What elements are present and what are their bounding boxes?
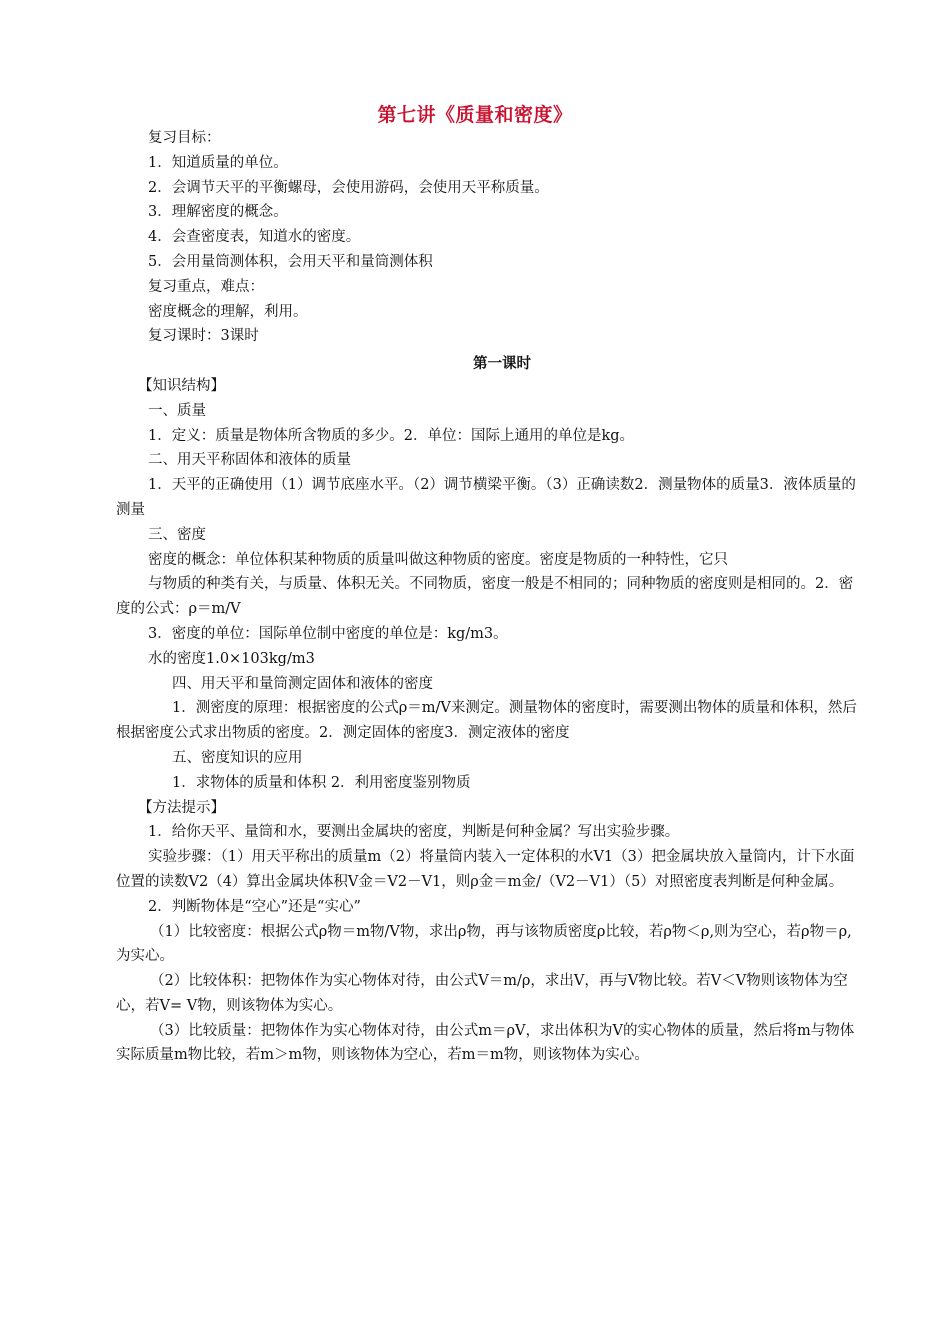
section-text: 与物质的种类有关，与质量、体积无关。不同物质，密度一般是不相同的；同种物质的密度则是相同的。2．密度的公式：ρ＝m/V (116, 576, 854, 618)
section-text: 1．定义：质量是物体所含物质的多少。2．单位：国际上通用的单位是kg。 (148, 427, 635, 444)
method-answer: （1）比较密度：根据公式ρ物＝m物/V物，求出ρ物，再与该物质密度ρ比较，若ρ物＜ρ,则为空心，若ρ物＝ρ,为实心。 (116, 923, 852, 965)
section-text: 3．密度的单位：国际单位制中密度的单位是：kg/m3。 (148, 625, 508, 642)
section-heading: 四、用天平和量筒测定固体和液体的密度 (172, 675, 433, 692)
method-question: 2．判断物体是“空心”还是“实心” (148, 898, 361, 915)
page-title: 第七讲《质量和密度》 (377, 104, 573, 126)
document-body (116, 126, 860, 1068)
method-answer: （3）比较质量：把物体作为实心物体对待，由公式m＝ρV，求出体积为V的实心物体的质量，然后将m与物体实际质量m物比较，若m＞m物，则该物体为空心，若m＝m物，则该物体为实心。 (116, 1022, 855, 1064)
key-points-text: 密度概念的理解，利用。 (148, 303, 308, 320)
lesson-hours: 复习课时：3课时 (148, 328, 259, 345)
lesson-title: 第一课时 (473, 356, 531, 372)
section-text: 1．求物体的质量和体积 2．利用密度鉴别物质 (172, 774, 471, 791)
section-heading: 三、密度 (148, 526, 206, 543)
method-heading: 【方法提示】 (138, 799, 225, 816)
section-text: 1．测密度的原理：根据密度的公式ρ＝m/V来测定。测量物体的密度时，需要测出物体的质量和体积，然后根据密度公式求出物质的密度。2．测定固体的密度3．测定液体的密度 (116, 700, 857, 742)
section-text: 密度的概念：单位体积某种物质的质量叫做这种物质的密度。密度是物质的一种特性，它只 (148, 551, 728, 568)
goals-heading: 复习目标： (148, 130, 221, 146)
method-answer: （2）比较体积：把物体作为实心物体对待，由公式V＝m/ρ，求出V，再与V物比较。若V＜V物则该物体为空心，若V= V物，则该物体为实心。 (116, 973, 848, 1014)
section-text: 水的密度1.0×103kg/m3 (148, 650, 315, 667)
goal-item: 4．会查密度表，知道水的密度。 (148, 229, 361, 246)
goal-item: 3．理解密度的概念。 (148, 204, 288, 221)
goal-item: 2．会调节天平的平衡螺母，会使用游码，会使用天平称质量。 (148, 179, 549, 196)
section-text: 1．天平的正确使用（1）调节底座水平。（2）调节横梁平衡。（3）正确读数2．测量物体的质量3．液体质量的测量 (116, 477, 856, 518)
method-answer: 实验步骤：（1）用天平称出的质量m（2）将量筒内装入一定体积的水V1（3）把金属块放入量筒内，计下水面位置的读数V2（4）算出金属块体积V金＝V2－V1，则ρ金＝m金/（V2－V1）（5）对照密度表判断是何种金属。 (116, 849, 855, 890)
section-heading: 一、质量 (148, 402, 206, 419)
goal-item: 1．知道质量的单位。 (148, 154, 288, 171)
section-heading: 二、用天平称固体和液体的质量 (148, 452, 351, 469)
method-question: 1．给你天平、量筒和水，要测出金属块的密度，判断是何种金属？写出实验步骤。 (148, 824, 680, 841)
goal-item: 5．会用量筒测体积，会用天平和量筒测体积 (148, 253, 433, 270)
knowledge-heading: 【知识结构】 (138, 377, 225, 394)
key-points-heading: 复习重点，难点： (148, 278, 264, 295)
section-heading: 五、密度知识的应用 (172, 749, 303, 766)
